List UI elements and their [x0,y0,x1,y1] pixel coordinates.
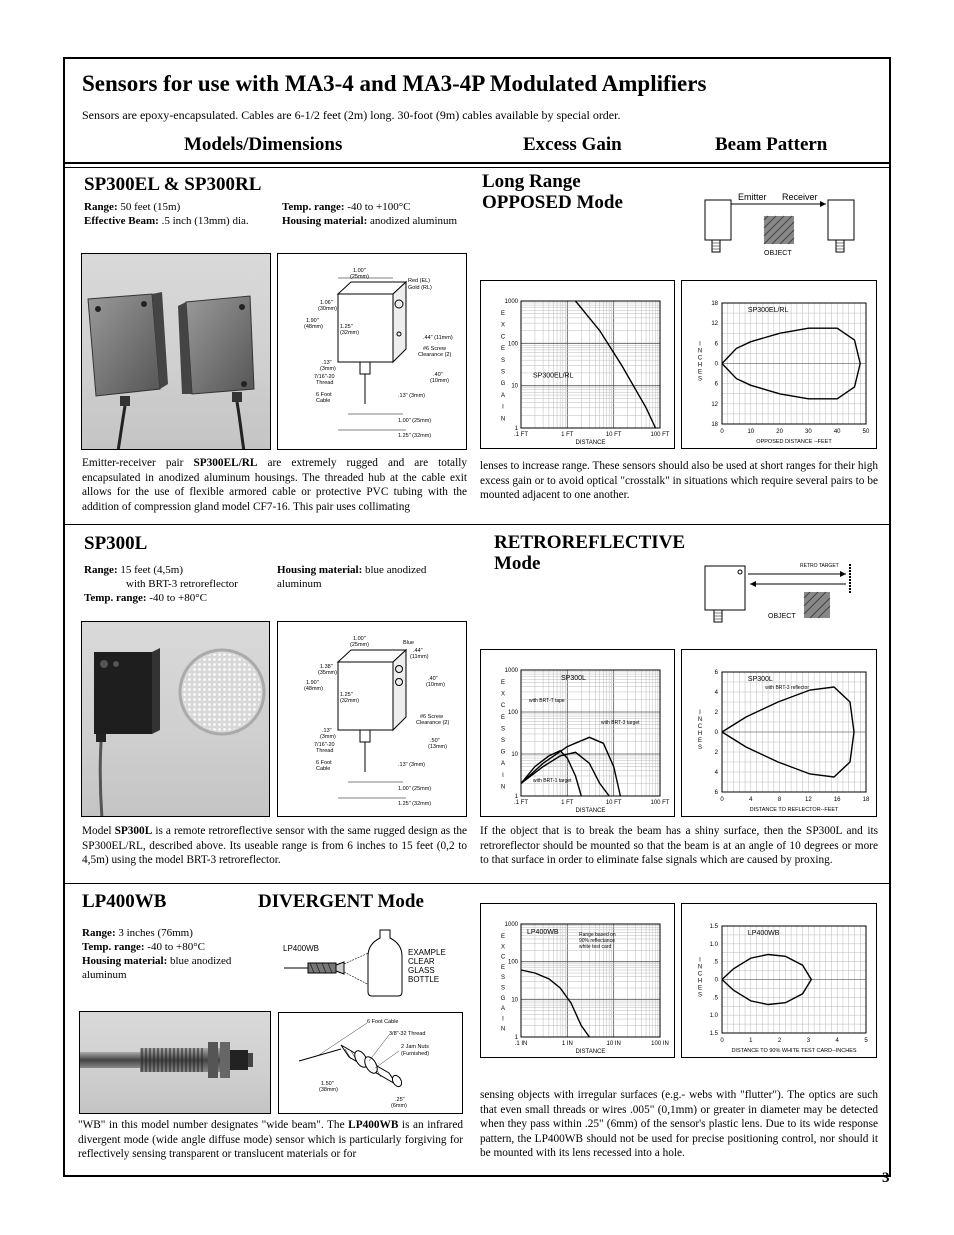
svg-text:1.50": 1.50" [321,1081,334,1087]
svg-text:GLASS: GLASS [408,966,435,975]
x-tick-label: 8 [777,797,782,803]
sec3-text-right: sensing objects with irregular surfaces (e.g.- webs with "flutter"). The optics are such that even small threads or wires .005" (0,1mm) or greater in diameter may be detected when they pass within .25" (6mm) of the sensor's plastic lens. Due to its wide response pattern, the LP400WB should not be used for precise positioning control, nor should it be mounted with its lens recessed into a hole. [480,1089,878,1159]
y-axis-letter: S [697,745,703,751]
annotation-brt-3: with BRT-3 target [601,720,640,726]
header-divider-thin [65,167,889,168]
svg-text:(48mm): (48mm) [304,324,323,330]
x-tick-label: 30 [805,429,812,435]
y-axis-letter: N [697,348,703,355]
y-axis-letter: E [500,714,506,721]
svg-text:1.25": 1.25" [340,324,353,330]
chart-beam-sp300l-svg [682,650,877,817]
y-axis-letter: G [500,995,506,1002]
x-tick-label: 3 [806,1038,811,1044]
y-axis-letter: E [500,311,506,317]
chart-title: LP400WB [527,929,559,936]
x-tick-label: 18 [862,797,870,803]
lp400wb-photo [79,1011,271,1114]
y-tick-label: 1000 [504,668,518,674]
y-axis-letter: I [502,404,504,411]
y-axis-letter: I [699,710,701,716]
svg-text:1.38": 1.38" [320,664,333,670]
annotation-brt-1: with BRT-1 target [533,778,572,784]
svg-text:Cable: Cable [316,766,331,772]
y-tick-label: 1.5 [709,1031,718,1037]
sec1-spec-right: Temp. range: -40 to +100°C Housing material: anodized aluminum [282,201,458,227]
svg-text:Thread: Thread [316,748,334,754]
x-tick-label: 0 [720,429,724,435]
chart-gain-lp400wb [480,903,675,1058]
lp400wb-photo-art [80,1012,271,1114]
y-tick-label: 1000 [504,922,518,928]
svg-text:.50": .50" [430,738,440,744]
svg-text:.13" (3mm): .13" (3mm) [398,393,426,399]
x-tick-label: 16 [833,797,841,803]
y-axis-letter: A [500,761,506,768]
svg-text:1.25": 1.25" [340,692,353,698]
svg-text:3/8"-32 Thread: 3/8"-32 Thread [389,1031,426,1037]
chart-gain-sp300l-svg [481,650,675,817]
svg-text:BOTTLE: BOTTLE [408,975,440,984]
emitter-label: Emitter [738,192,767,202]
y-axis-letter: E [500,346,506,353]
y-tick-label: 10 [511,997,518,1004]
svg-text:EXAMPLE: EXAMPLE [408,948,446,957]
receiver-label: Receiver [782,192,818,202]
chart-beam-sp300l [681,649,877,817]
svg-text:(13mm): (13mm) [428,744,447,750]
sec2-mode-title-1: RETROREFLECTIVE [494,532,686,553]
x-axis-label: DISTANCE TO 90% WHITE TEST CARD--INCHES [731,1048,857,1054]
svg-text:(35mm): (35mm) [318,670,337,676]
column-heading-beam: Beam Pattern [715,134,828,155]
svg-text:.13": .13" [322,360,332,366]
svg-text:7/16"-20: 7/16"-20 [314,742,335,748]
x-tick-label: 100 FT [650,800,670,806]
y-tick-label: 1 [514,794,518,800]
x-tick-label: 2 [777,1038,782,1044]
svg-text:(32mm): (32mm) [340,698,359,704]
y-axis-letter: S [500,369,506,376]
y-tick-label: 6 [714,341,718,348]
svg-text:7/16"-20: 7/16"-20 [314,374,335,380]
divergent-mode-diagram [280,920,460,1000]
chart-gain-sp300el-svg [481,281,675,449]
svg-text:Red (EL): Red (EL) [408,278,431,284]
y-axis-letter: C [500,334,506,341]
svg-text:Thread: Thread [316,380,334,386]
sp300el-dimension-drawing [277,253,467,450]
y-axis-letter: S [697,992,703,999]
x-tick-label: 12 [805,797,812,803]
y-tick-label: 6 [714,670,718,676]
x-tick-label: 40 [833,429,841,435]
svg-text:2 Jam Nuts: 2 Jam Nuts [401,1044,429,1050]
section-divider-1 [65,524,889,525]
retro-mode-diagram [700,560,860,630]
svg-text:6 Foot: 6 Foot [316,392,332,398]
svg-text:.44" (11mm): .44" (11mm) [423,335,453,341]
sec3-text-left: "WB" in this model number designates "wide beam". The LP400WB is an infrared divergent mode (wide angle diffuse mode) sensor which is particularly forgiving for reflectively sensing transparent or translucent materials or for [78,1119,463,1160]
x-axis-label: DISTANCE [575,440,606,446]
svg-text:.44": .44" [413,648,423,654]
svg-text:1.25" (32mm): 1.25" (32mm) [398,801,432,807]
y-axis-letter: S [500,985,506,992]
svg-text:1.00" (25mm): 1.00" (25mm) [398,786,432,792]
svg-text:1.90": 1.90" [306,680,319,686]
y-tick-label: 1 [514,426,518,432]
y-axis-letter: E [697,738,703,744]
svg-text:1.00" (25mm): 1.00" (25mm) [398,418,432,424]
svg-text:.25": .25" [395,1097,405,1103]
svg-text:Blue: Blue [403,640,415,646]
svg-text:(11mm): (11mm) [410,654,429,660]
chart-beam-lp400wb-svg [682,904,877,1058]
svg-text:(10mm): (10mm) [430,378,449,384]
chart-gain-sp300el [480,280,675,449]
x-axis-label: DISTANCE [575,1049,606,1055]
svg-text:1.25" (32mm): 1.25" (32mm) [398,433,432,439]
y-axis-letter: S [500,738,506,744]
sp300l-photo [81,621,270,817]
svg-text:Clearance (2): Clearance (2) [416,720,450,726]
y-axis-letter: E [697,985,703,992]
y-tick-label: 1.5 [709,924,718,930]
chart-beam-sp300el [681,280,877,449]
y-axis-letter: E [697,369,703,376]
sp300l-dimension-drawing [277,621,467,817]
svg-text:Cable: Cable [316,398,331,404]
y-axis-letter: C [697,971,703,978]
y-axis-letter: N [500,416,506,423]
column-heading-models: Models/Dimensions [184,134,343,155]
y-axis-letter: I [502,1016,504,1023]
y-axis-letter: S [697,376,703,383]
y-axis-letter: H [697,978,703,985]
chart-beam-lp400wb [681,903,877,1058]
y-tick-label: 18 [711,301,718,307]
chart-gain-lp400wb-svg [481,904,675,1058]
chart-title: SP300L [747,676,773,683]
sp300l-photo-art [82,622,270,817]
page-subtitle: Sensors are epoxy-encapsulated. Cables are 6-1/2 feet (2m) long. 30-foot (9m) cables available by special order. [82,108,621,122]
svg-text:.13": .13" [322,728,332,734]
y-tick-label: 2 [714,750,718,756]
svg-text:(25mm): (25mm) [350,642,369,648]
annotation-range-3: white test card [579,944,612,950]
sec1-text-left: Emitter-receiver pair SP300EL/RL are extremely rugged and are totally encapsulated in anodized aluminum housings. The threaded hub at the cable exit allows for the use of flexible armored cable or protective PVC tubing with the addition of compression gland model CF7-16. This pair uses collimating [82,457,467,513]
series-line [521,970,589,1037]
series-line [576,301,656,428]
annotation-brt-t: with BRT-T tape [529,698,565,704]
section-divider-2 [65,883,889,884]
x-tick-label: 20 [776,429,783,435]
sec1-mode-title-2: OPPOSED Mode [482,192,623,213]
y-tick-label: 4 [714,690,718,696]
y-axis-letter: E [500,680,506,686]
annotation-range: Range based on [579,932,616,938]
sec2-spec-left: Range: 15 feet (4,5m) with BRT-3 retroreflector Temp. range: -40 to +80°C [84,564,238,604]
svg-text:.13" (3mm): .13" (3mm) [398,762,426,768]
sec3-mode-title: DIVERGENT Mode [258,891,424,912]
y-tick-label: 0 [714,977,718,984]
y-axis-letter: X [500,322,506,329]
svg-text:(3mm): (3mm) [320,366,336,372]
svg-text:(25mm): (25mm) [350,274,369,280]
svg-text:Clearance (2): Clearance (2) [418,352,452,358]
x-axis-label: DISTANCE TO REFLECTOR--FEET [749,807,839,813]
object-label: OBJECT [764,250,792,257]
x-tick-label: 100 FT [650,432,670,438]
sec1-mode-title-1: Long Range [482,171,581,192]
svg-text:1.06": 1.06" [320,300,333,306]
header-divider [65,162,889,164]
y-axis-letter: E [500,964,506,971]
sec2-spec-right: Housing material: blue anodized aluminum [277,564,427,590]
svg-text:(48mm): (48mm) [304,686,323,692]
y-axis-letter: X [500,691,506,698]
annotation-range-2: 90% reflectance [579,938,615,944]
y-axis-letter: S [500,357,506,364]
page-number: 3 [882,1170,890,1186]
y-tick-label: .5 [712,995,718,1002]
x-tick-label: .1 FT [513,800,529,806]
svg-text:1.00": 1.00" [353,268,366,274]
y-tick-label: 0 [714,730,718,736]
retro-target-label: RETRO TARGET [800,563,839,569]
y-tick-label: 10 [511,752,518,758]
y-tick-label: 100 [507,341,518,348]
y-tick-label: 4 [714,770,718,776]
y-axis-letter: N [697,964,703,971]
x-tick-label: 1 FT [561,432,574,438]
y-axis-letter: S [500,975,506,982]
sp300el-photo-art [82,254,271,450]
y-tick-label: 1.0 [709,1013,718,1020]
sec2-text-right: If the object that is to break the beam has a shiny surface, then the SP300L and its retroreflector should be mounted so that the beam is at an angle of 10 degrees or more to that surface in order to eliminate false signals which are caused by proxing. [480,825,878,866]
svg-text:(6mm): (6mm) [391,1103,407,1109]
x-tick-label: 10 FT [605,800,622,806]
page-title: Sensors for use with MA3-4 and MA3-4P Modulated Amplifiers [82,71,707,96]
y-axis-letter: C [697,355,703,362]
x-tick-label: 1 IN [561,1041,573,1047]
svg-text:#6 Screw: #6 Screw [420,714,443,720]
sp300el-dimension-svg [278,254,467,450]
svg-text:(32mm): (32mm) [340,330,359,336]
x-tick-label: 0 [720,797,724,803]
y-axis-letter: A [500,392,506,399]
chart-subtitle: with BRT-3 reflector [765,685,810,691]
chart-title: LP400WB [747,930,780,937]
y-axis-letter: S [500,726,506,733]
x-tick-label: 5 [864,1038,868,1044]
sec2-title: SP300L [84,533,148,554]
chart-beam-sp300el-svg [682,281,877,449]
y-axis-letter: H [697,362,703,369]
svg-text:(30mm): (30mm) [318,306,337,312]
sec1-spec-left: Range: 50 feet (15m) Effective Beam: .5 inch (13mm) dia. [84,201,249,227]
sec3-spec: Range: 3 inches (76mm) Temp. range: -40 to +80°C Housing material: blue anodized aluminum [82,927,232,981]
x-tick-label: 4 [835,1038,839,1044]
lp400wb-diagram-label: LP400WB [283,944,320,953]
svg-text:.40": .40" [433,372,443,378]
y-axis-letter: N [500,1026,506,1033]
y-tick-label: 10 [511,383,518,390]
chart-title: SP300EL/RL [747,307,789,314]
y-tick-label: 100 [507,959,518,966]
chart-gain-sp300l [480,649,675,817]
x-tick-label: 50 [862,429,870,435]
y-axis-letter: A [500,1006,506,1013]
x-tick-label: 4 [749,797,753,803]
x-tick-label: .1 IN [514,1041,528,1047]
chart-title: SP300L [561,675,586,682]
y-tick-label: 12 [711,401,718,408]
y-tick-label: 1000 [504,299,518,305]
sec1-text-right: lenses to increase range. These sensors should also be used at short ranges for their high excess gain or to avoid optical "crosstalk" in situations which require several pairs to be mounted adjacent to one another. [480,460,878,501]
y-axis-letter: X [500,944,506,951]
sec2-mode-title-2: Mode [494,553,541,574]
y-tick-label: 100 [507,710,518,716]
x-tick-label: 100 IN [651,1041,669,1047]
y-axis-letter: G [500,749,506,756]
svg-text:1.90": 1.90" [306,318,319,324]
sp300el-photo [81,253,271,450]
x-axis-label: DISTANCE [575,808,606,814]
svg-text:CLEAR: CLEAR [408,957,435,966]
y-axis-letter: E [500,934,506,940]
y-axis-letter: N [697,717,703,723]
sec2-text-left: Model SP300L is a remote retroreflective sensor with the same rugged design as the SP300EL/RL, described above. Its useable range is from 6 inches to 15 feet (0,2 to 4,5m) using the model BRT-3 retroreflector. [82,825,468,866]
sp300l-dimension-svg [278,622,467,817]
svg-text:(10mm): (10mm) [426,682,445,688]
svg-text:(3mm): (3mm) [320,734,336,740]
x-tick-label: 1 [749,1038,753,1044]
x-tick-label: .1 FT [513,432,529,438]
svg-text:#6 Screw: #6 Screw [423,346,446,352]
x-tick-label: 10 FT [605,432,622,438]
y-tick-label: .5 [712,959,718,966]
y-axis-letter: C [500,954,506,961]
y-tick-label: 1 [514,1035,518,1041]
x-tick-label: 1 FT [561,800,574,806]
y-tick-label: 12 [711,321,718,328]
x-tick-label: 10 IN [606,1041,621,1047]
y-tick-label: 6 [714,790,718,796]
svg-text:.40": .40" [428,676,438,682]
column-heading-gain: Excess Gain [523,134,622,155]
svg-text:Gold (RL): Gold (RL) [408,285,432,291]
opposed-mode-diagram [700,190,860,260]
sec1-title: SP300EL & SP300RL [84,174,262,195]
y-tick-label: 2 [714,710,718,716]
y-tick-label: 6 [714,381,718,388]
y-axis-letter: H [697,731,703,737]
x-tick-label: 10 [747,429,755,435]
y-axis-letter: I [699,957,701,964]
svg-text:(Furnished): (Furnished) [401,1051,430,1057]
x-tick-label: 0 [720,1038,724,1044]
y-axis-letter: I [502,772,504,779]
svg-text:6 Foot: 6 Foot [316,760,332,766]
y-axis-letter: C [500,703,506,710]
svg-text:6 Foot Cable: 6 Foot Cable [367,1019,399,1025]
y-tick-label: 18 [711,422,718,428]
svg-text:(38mm): (38mm) [319,1087,338,1093]
lp400wb-dimension-svg [279,1013,463,1114]
x-axis-label: OPPOSED DISTANCE --FEET [756,439,832,445]
svg-text:1.00": 1.00" [353,636,366,642]
chart-title: SP300EL/RL [533,372,574,380]
object-label-2: OBJECT [768,613,796,620]
lp400wb-dimension-drawing [278,1012,463,1114]
y-tick-label: 0 [714,361,718,368]
y-axis-letter: C [697,724,703,730]
y-axis-letter: I [699,341,701,348]
sec3-title: LP400WB [82,891,167,912]
y-tick-label: 1.0 [709,941,718,948]
y-axis-letter: N [500,784,506,791]
y-axis-letter: G [500,381,506,388]
